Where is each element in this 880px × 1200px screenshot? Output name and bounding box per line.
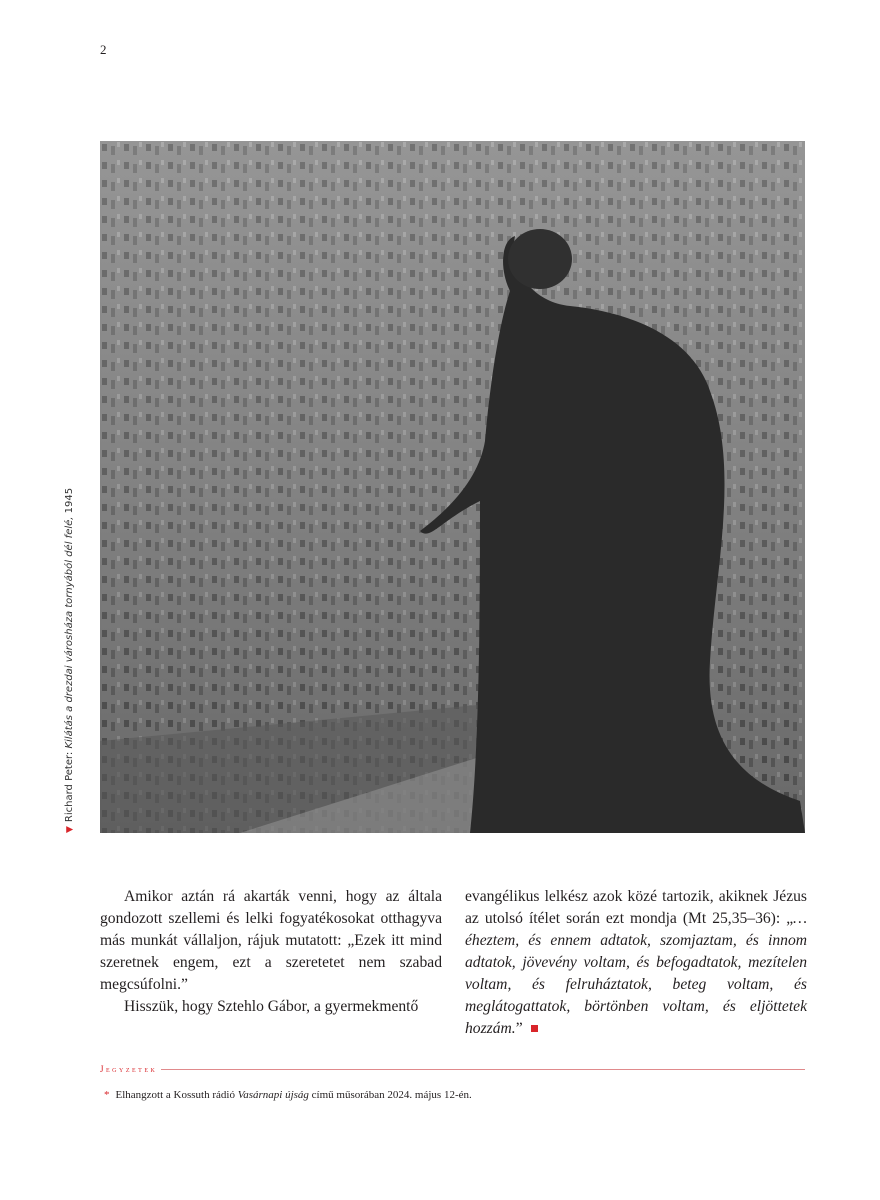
photo-caption xyxy=(64,488,75,833)
paragraph: Hisszük, hogy Sztehlo Gábor, a gyermekmentő xyxy=(124,998,419,1015)
paragraph: Amikor aztán rá akarták venni, hogy az általa gondozott szellemi és lelki fogyatékosokat otthagyva más munkát vállaljon, rájuk mutatott: „Ezek itt mind szeretnek engem, ezt a szeretetet nem szabad megcsúfolni.” xyxy=(100,888,442,993)
photo-dresden-ruins xyxy=(100,141,805,833)
notes-heading xyxy=(100,1064,805,1074)
triangle-marker-icon: ▼ xyxy=(65,826,75,833)
text: evangélikus lelkész azok közé tartozik, akiknek Jézus az utolsó ítélet során ezt mondja (Mt 25,35–36): „ xyxy=(465,888,807,927)
footnote xyxy=(104,1089,472,1101)
notes-title: Jegyzetek xyxy=(100,1064,158,1074)
caption-author: Richard Peter: xyxy=(64,751,75,823)
caption-year: 1945 xyxy=(64,487,75,514)
divider xyxy=(161,1069,805,1070)
caption-title: Kilátás a drezdai városháza tornyából dél felé, xyxy=(64,516,75,749)
text: ” xyxy=(515,1020,523,1037)
footnote-marker: * xyxy=(104,1089,110,1101)
body-column-right xyxy=(465,886,807,1040)
text: című műsorában 2024. május 12-én. xyxy=(308,1089,472,1101)
program-title: Vasárnapi újság xyxy=(237,1089,309,1101)
end-mark-icon xyxy=(531,1025,538,1032)
page-number: 2 xyxy=(100,42,107,57)
paragraph xyxy=(465,886,807,1040)
body-column-left xyxy=(100,886,442,1018)
text: Elhangzott a Kossuth rádió xyxy=(115,1089,238,1101)
bible-quote: …éheztem, és ennem adtatok, szomjaztam, és innom adtatok, jövevény voltam, és befogadtatok, mezítelen voltam, és felruháztatok, beteg voltam, és meglátogattatok, börtönben voltam, és eljöttetek hozzám. xyxy=(465,910,807,1037)
